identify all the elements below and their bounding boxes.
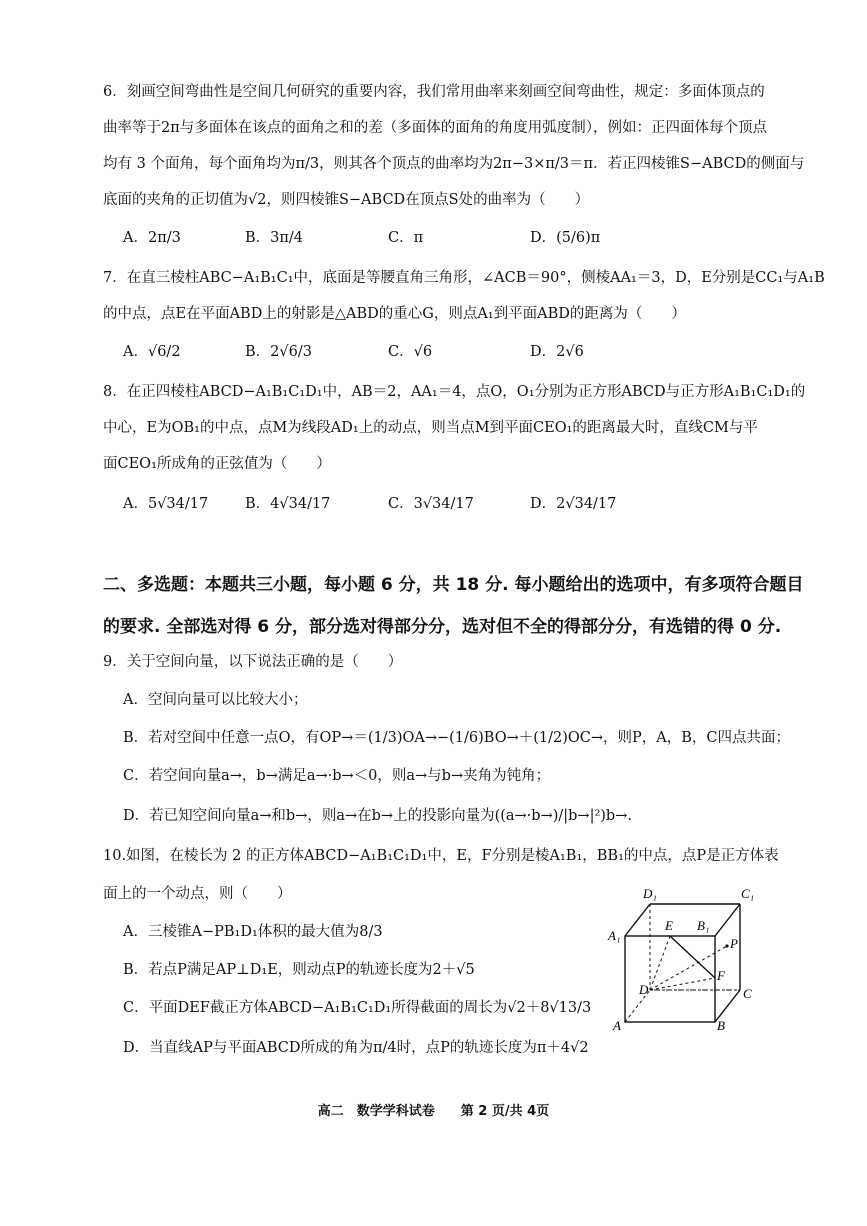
q6-option-d: D．(5/6)π <box>530 230 601 246</box>
q10-option-a: A．三棱锥A−PB₁D₁体积的最大值为8/3 <box>123 924 383 940</box>
q10-option-d: D．当直线AP与平面ABCD所成的角为π/4时，点P的轨迹长度为π＋4√2 <box>123 1040 589 1056</box>
q6-option-c: C．π <box>388 230 424 246</box>
q9-stem: 9．关于空间向量，以下说法正确的是（ ） <box>103 654 403 670</box>
label-f: F <box>717 968 725 983</box>
label-d: D <box>639 982 649 997</box>
q8-line-3: 面CEO₁所成角的正弦值为（ ） <box>103 456 331 472</box>
q6-line-1: 6．刻画空间弯曲性是空间几何研究的重要内容，我们常用曲率来刻画空间弯曲性，规定：多面体顶点的 <box>103 84 765 100</box>
label-b: B <box>717 1018 725 1033</box>
label-d1: D₁ <box>643 886 657 901</box>
q8-option-b: B．4√34/17 <box>245 496 331 512</box>
q7-option-c: C．√6 <box>388 344 433 360</box>
q8-option-c: C．3√34/17 <box>388 496 474 512</box>
label-p: P <box>730 936 738 951</box>
label-c1: C₁ <box>741 886 755 901</box>
q8-line-1: 8．在正四棱柱ABCD−A₁B₁C₁D₁中，AB＝2，AA₁＝4，点O，O₁分别为正方形ABCD与正方形A₁B₁C₁D₁的 <box>103 384 806 400</box>
q6-line-4: 底面的夹角的正切值为√2，则四棱锥S−ABCD在顶点S处的曲率为（ ） <box>103 192 590 208</box>
q7-option-d: D．2√6 <box>530 344 584 360</box>
q9-option-a: A．空间向量可以比较大小； <box>123 692 308 708</box>
q10-option-c: C．平面DEF截正方体ABCD−A₁B₁C₁D₁所得截面的周长为√2＋8√13/3 <box>123 1000 592 1016</box>
q8-option-a: A．5√34/17 <box>123 496 209 512</box>
section-heading-line-2: 的要求. 全部选对得 6 分，部分选对得部分分，选对但不全的得部分分，有选错的得 0 分. <box>103 617 782 637</box>
q10-line-1: 10.如图，在棱长为 2 的正方体ABCD−A₁B₁C₁D₁中，E，F分别是棱A₁B₁，BB₁的中点，点P是正方体表 <box>103 848 779 864</box>
page-footer: 高二 数学学科试卷 第 2 页/共 4页 <box>317 1104 550 1119</box>
q8-option-d: D．2√34/17 <box>530 496 617 512</box>
q7-line-2: 的中点，点E在平面ABD上的射影是△ABD的重心G，则点A₁到平面ABD的距离为（ ） <box>103 306 686 322</box>
label-e: E <box>665 918 673 933</box>
q7-line-1: 7．在直三棱柱ABC−A₁B₁C₁中，底面是等腰直角三角形，∠ACB＝90°，侧棱AA₁＝3，D，E分别是CC₁与A₁B <box>103 270 825 286</box>
label-c: C <box>743 986 752 1001</box>
label-a1: A₁ <box>608 928 621 943</box>
q10-option-b: B．若点P满足AP⊥D₁E，则动点P的轨迹长度为2＋√5 <box>123 962 475 978</box>
q8-line-2: 中心，E为OB₁的中点，点M为线段AD₁上的动点，则当点M到平面CEO₁的距离最大时，直线CM与平 <box>103 420 758 436</box>
q10-line-2: 面上的一个动点，则（ ） <box>103 886 292 902</box>
q7-option-a: A．√6/2 <box>123 344 181 360</box>
cube-figure <box>605 880 765 1044</box>
q6-line-3: 均有 3 个面角，每个面角均为π/3，则其各个顶点的曲率均为2π−3×π/3＝π．若正四棱锥S−ABCD的侧面与 <box>103 156 805 172</box>
q9-option-d: D．若已知空间向量a→和b→，则a→在b→上的投影向量为((a→·b→)/|b→|²)b→. <box>123 808 632 824</box>
label-b1: B₁ <box>697 918 710 933</box>
q7-option-b: B．2√6/3 <box>245 344 312 360</box>
q6-line-2: 曲率等于2π与多面体在该点的面角之和的差（多面体的面角的角度用弧度制），例如：正四面体每个顶点 <box>103 120 768 136</box>
q6-option-a: A．2π/3 <box>123 230 181 246</box>
label-a: A <box>613 1018 621 1033</box>
q9-option-b: B．若对空间中任意一点O，有OP→＝(1/3)OA→−(1/6)BO→＋(1/2)OC→，则P，A，B，C四点共面； <box>123 730 791 746</box>
q6-option-b: B．3π/4 <box>245 230 304 246</box>
q9-option-c: C．若空间向量a→，b→满足a→·b→＜0，则a→与b→夹角为钝角； <box>123 768 551 784</box>
section-heading-line-1: 二、多选题：本题共三小题，每小题 6 分，共 18 分. 每小题给出的选项中，有多项符合题目 <box>103 575 804 595</box>
